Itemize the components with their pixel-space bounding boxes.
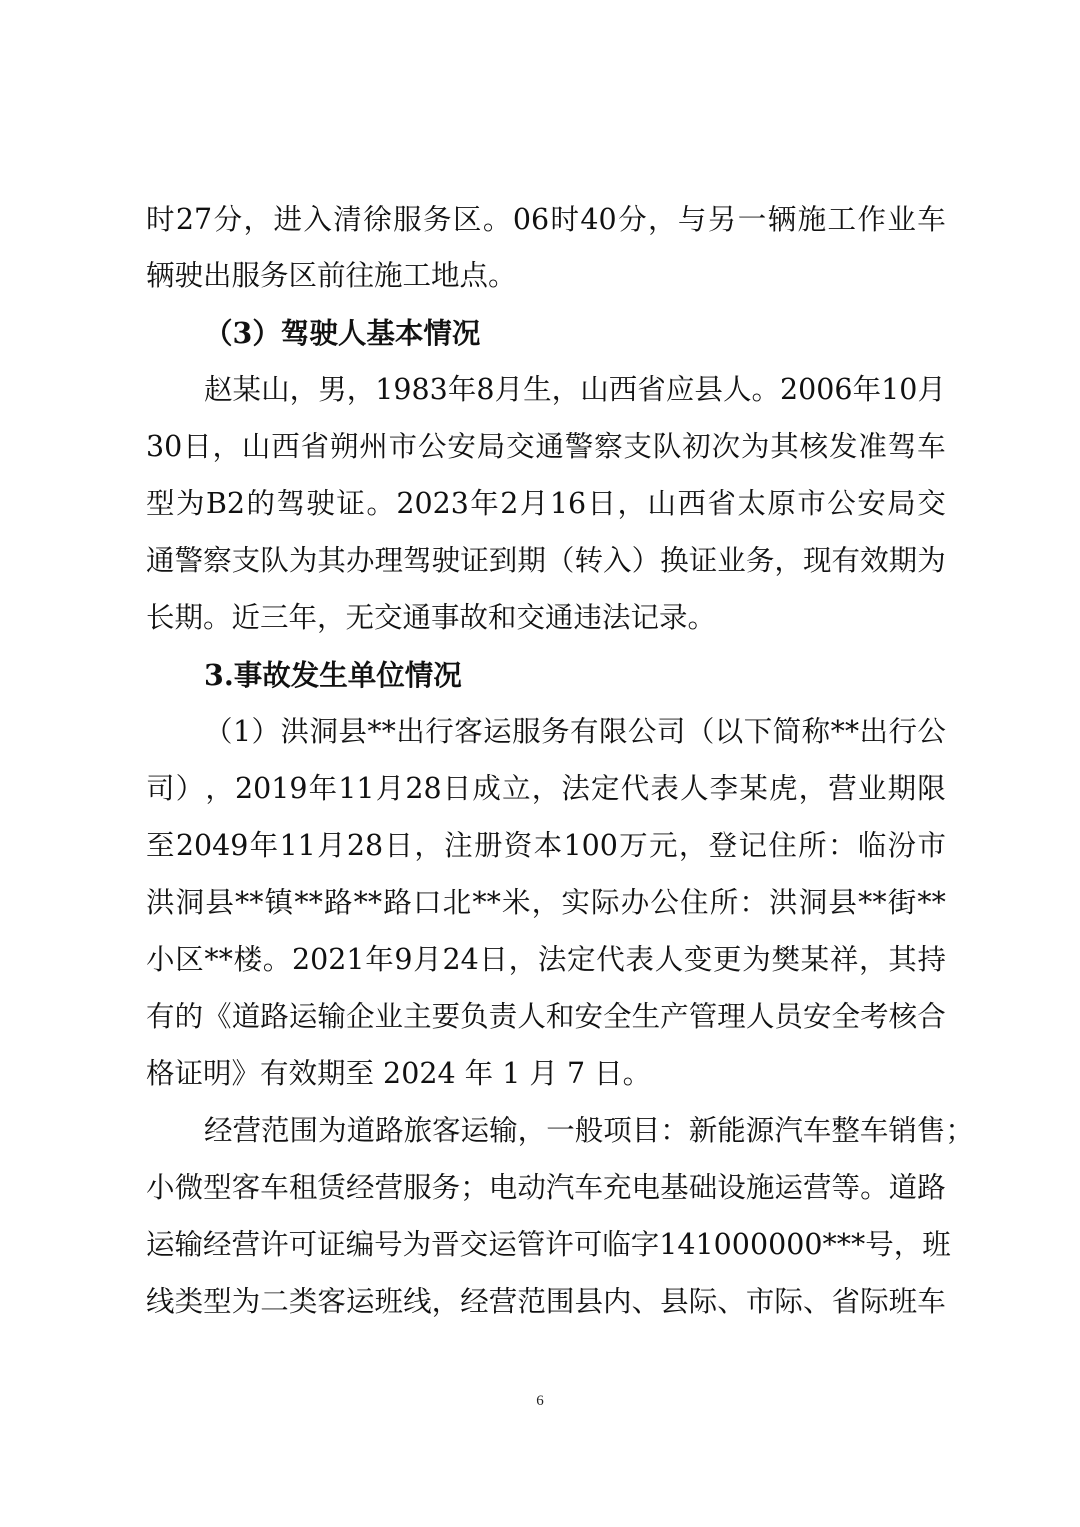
body-text-line: 司 ） ， 2019 年 11 月 28 日 成 立 ， 法 定 代 表 人 李 某 虎 ， 营 业 期 限 [146, 772, 946, 805]
body-text-line: 小 微 型 客 车 租 赁 经 营 服 务 ； 电 动 汽 车 充 电 基 础 设 施 运 营 等 。 道 路 [146, 1171, 946, 1204]
body-text-line: 赵 某 山 ， 男 ， 1983 年 8 月 生 ， 山 西 省 应 县 人 。 2006 年 10 月 [204, 373, 946, 406]
body-text-line: 格证明》有效期至 2024 年 1 月 7 日。 [146, 1057, 652, 1090]
body-text-line: 时 27 分 ， 进 入 清 徐 服 务 区 。 06 时 40 分 ， 与 另 一 辆 施 工 作 业 车 [146, 203, 946, 236]
body-text-line: 小 区 ** 楼 。 2021 年 9 月 24 日 ， 法 定 代 表 人 变 更 为 樊 某 祥 ， 其 持 [146, 943, 946, 976]
body-text-line: （ 1 ） 洪 洞 县 ** 出 行 客 运 服 务 有 限 公 司 （ 以 下 简 称 ** 出 行 公 [204, 715, 946, 748]
section-heading: （3）驾驶人基本情况 [204, 316, 481, 350]
body-text-line: 洪 洞 县 ** 镇 ** 路 ** 路 口 北 ** 米 ， 实 际 办 公 住 所 ： 洪 洞 县 ** 街 ** [146, 886, 946, 919]
body-text-line: 至 2049 年 11 月 28 日 ， 注 册 资 本 100 万 元 ， 登 记 住 所 ： 临 汾 市 [146, 829, 946, 862]
body-text-line: 有 的 《 道 路 运 输 企 业 主 要 负 责 人 和 安 全 生 产 管 理 人 员 安 全 考 核 合 [146, 1000, 946, 1033]
body-text-line: 通 警 察 支 队 为 其 办 理 驾 驶 证 到 期 （ 转 入 ） 换 证 业 务 ， 现 有 效 期 为 [146, 544, 946, 577]
body-text-line: 辆驶出服务区前往施工地点。 [146, 259, 517, 292]
section-heading: 3.事故发生单位情况 [204, 658, 462, 692]
page-number: 6 [536, 1393, 544, 1409]
body-text-line: 30 日 ， 山 西 省 朔 州 市 公 安 局 交 通 警 察 支 队 初 次 为 其 核 发 准 驾 车 [146, 430, 946, 463]
body-text-line: 运 输 经 营 许 可 证 编 号 为 晋 交 运 管 许 可 临 字 141000000*** 号 ， 班 [146, 1228, 951, 1261]
body-text-line: 经 营 范 围 为 道 路 旅 客 运 输 ， 一 般 项 目 ： 新 能 源 汽 车 整 车 销 售 ； [204, 1114, 974, 1147]
body-text-line: 线 类 型 为 二 类 客 运 班 线 ， 经 营 范 围 县 内 、 县 际 、 市 际 、 省 际 班 车 [146, 1285, 946, 1318]
body-text-line: 长期。近三年，无交通事故和交通违法记录。 [146, 601, 717, 634]
body-text-line: 型 为 B2 的 驾 驶 证 。 2023 年 2 月 16 日 ， 山 西 省 太 原 市 公 安 局 交 [146, 487, 946, 520]
